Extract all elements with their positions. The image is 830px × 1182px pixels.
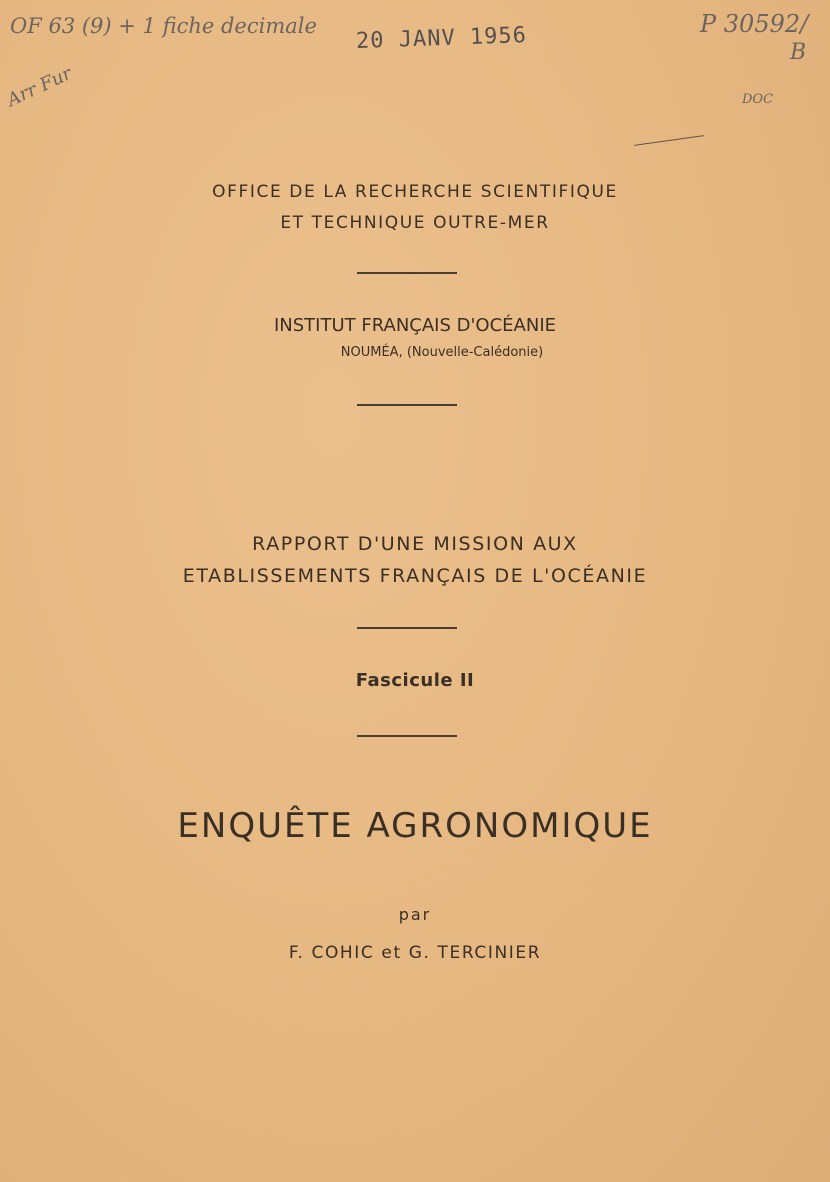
handwritten-side-note: Arr Fur [4, 62, 76, 112]
divider-3 [357, 627, 457, 629]
header-line-2: ET TECHNIQUE OUTRE-MER [280, 213, 550, 233]
pen-stroke [634, 135, 703, 146]
handwritten-catalog-note: OF 63 (9) + 1 fiche decimale [10, 14, 317, 38]
date-stamp: 20 JANV 1956 [355, 23, 528, 54]
document-title: ENQUÊTE AGRONOMIQUE [177, 806, 653, 846]
divider-4 [357, 735, 457, 737]
authors: F. COHIC et G. TERCINIER [288, 943, 542, 963]
by-label: par [398, 905, 432, 924]
fascicule-label: Fascicule II [355, 670, 475, 691]
handwritten-reference-number: P 30592/ [700, 10, 809, 38]
divider-2 [357, 404, 457, 406]
divider-1 [357, 272, 457, 274]
header-line-1: OFFICE DE LA RECHERCHE SCIENTIFIQUE [212, 182, 618, 202]
report-line-2: ETABLISSEMENTS FRANÇAIS DE L'OCÉANIE [182, 565, 648, 587]
handwritten-doc-note: DOC [742, 92, 774, 107]
report-line-1: RAPPORT D'UNE MISSION AUX [252, 533, 578, 555]
handwritten-reference-suffix: B [790, 40, 807, 65]
institute-location: NOUMÉA, (Nouvelle-Calédonie) [340, 345, 544, 360]
institute-name: INSTITUT FRANÇAIS D'OCÉANIE [273, 315, 556, 336]
